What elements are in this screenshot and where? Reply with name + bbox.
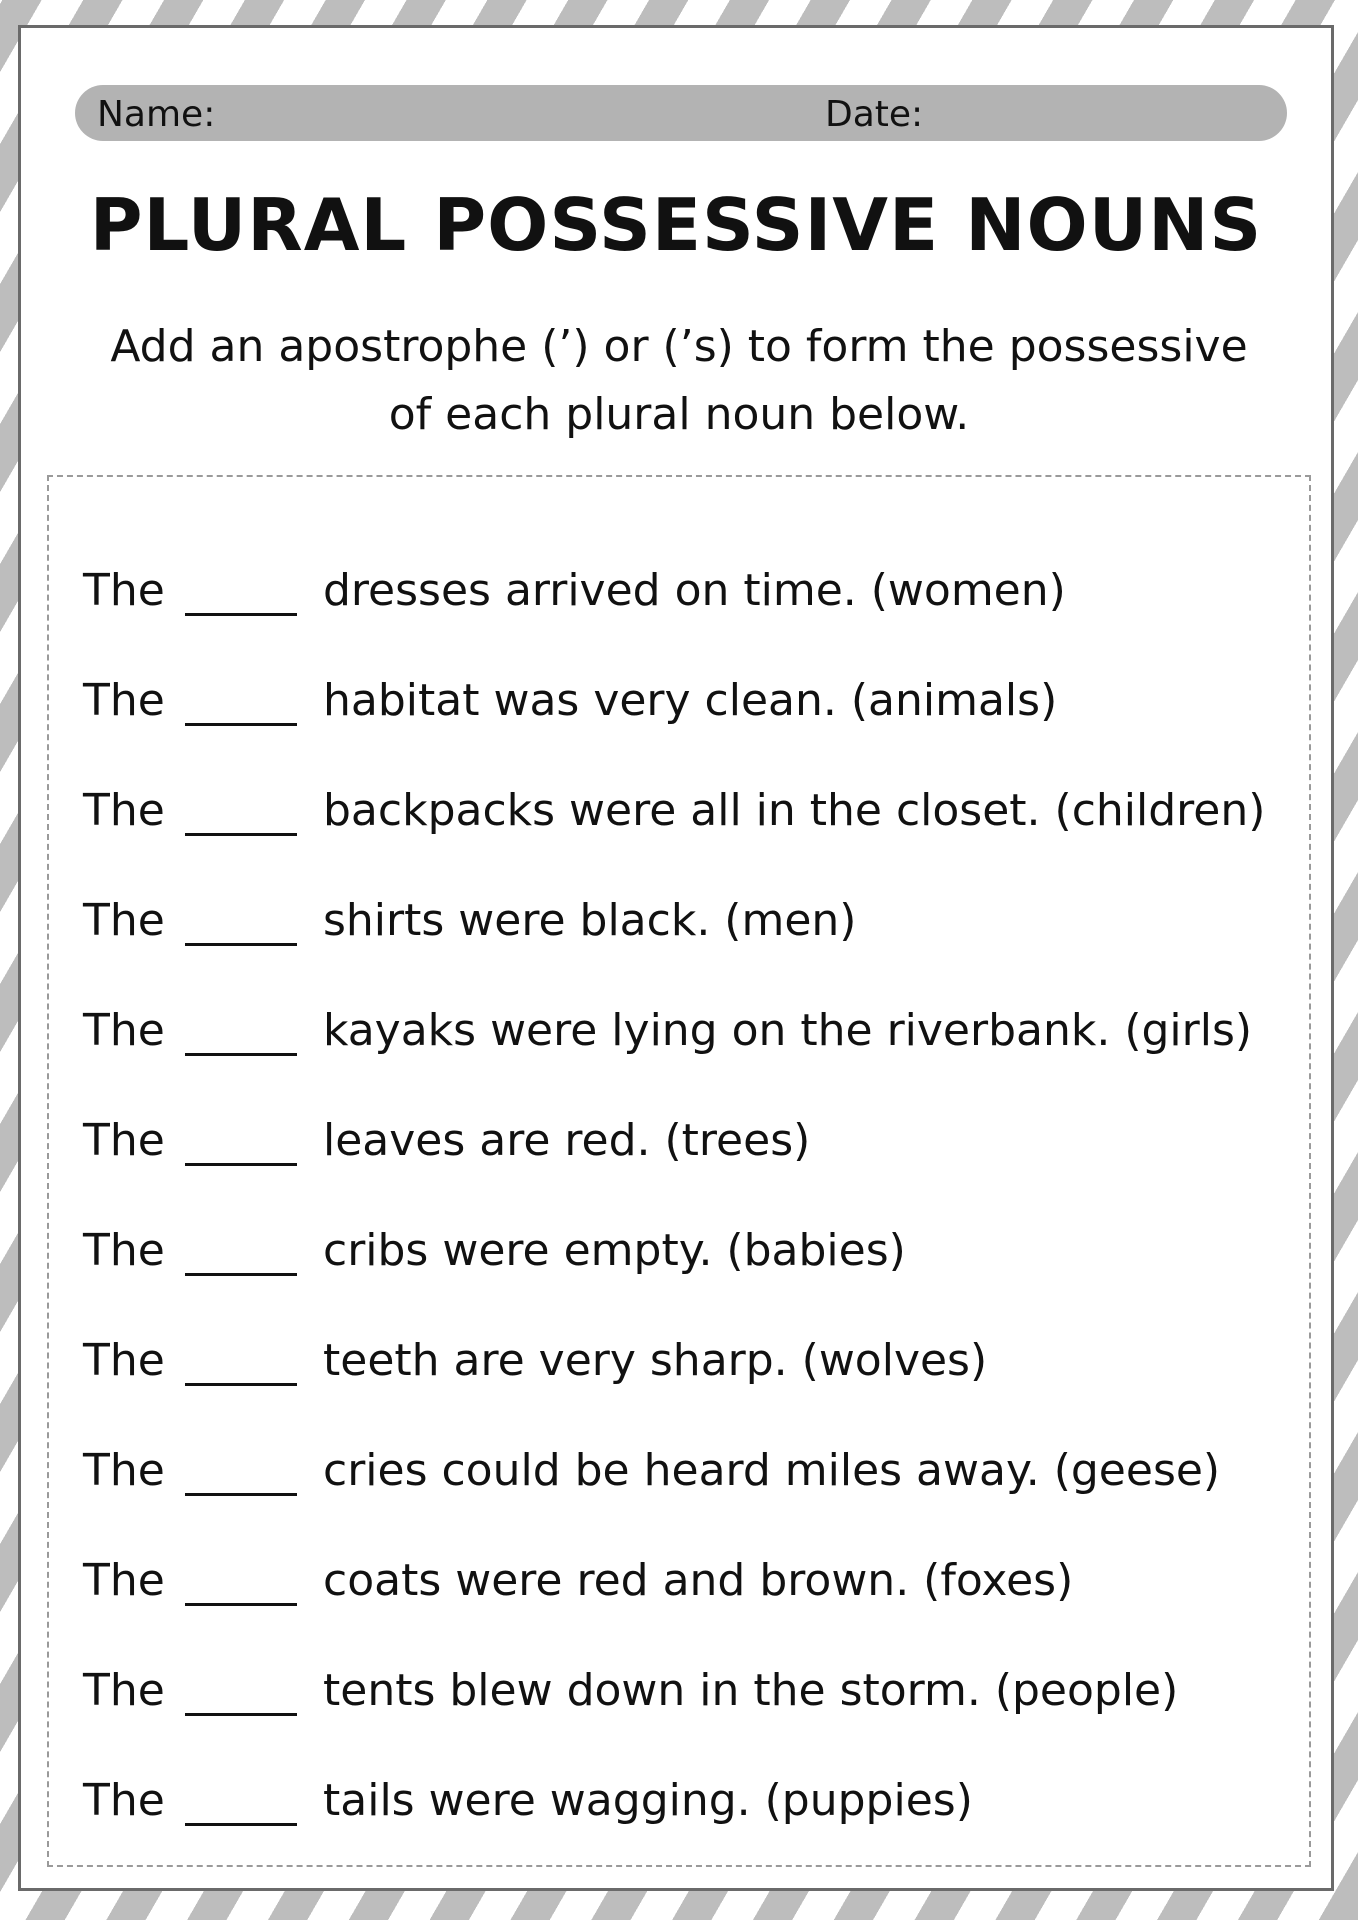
sentence-text: leaves are red. (trees) <box>323 1115 811 1166</box>
sentence-start: The <box>83 895 165 946</box>
sentence-item <box>83 1335 1303 1445</box>
sentence-item <box>83 785 1303 895</box>
sentence-start: The <box>83 1555 165 1606</box>
sentence-item <box>83 1555 1303 1665</box>
sentence-start: The <box>83 1005 165 1056</box>
sentence-text: tents blew down in the storm. (people) <box>323 1665 1179 1716</box>
sentence-list <box>83 565 1303 1885</box>
name-label: Name: <box>97 94 216 135</box>
sentence-start: The <box>83 1665 165 1716</box>
sentence-text: cries could be heard miles away. (geese) <box>323 1445 1221 1496</box>
answer-blank[interactable] <box>185 565 297 616</box>
instructions-line-2: of each plural noun below. <box>388 389 970 440</box>
exercise-box <box>47 475 1311 1867</box>
sentence-item <box>83 1665 1303 1775</box>
sentence-item <box>83 1445 1303 1555</box>
name-date-bar <box>75 85 1287 141</box>
sentence-item <box>83 1775 1303 1885</box>
sentence-start: The <box>83 675 165 726</box>
answer-blank[interactable] <box>185 1555 297 1606</box>
sentence-text: cribs were empty. (babies) <box>323 1225 906 1276</box>
sentence-text: coats were red and brown. (foxes) <box>323 1555 1074 1606</box>
sentence-start: The <box>83 1335 165 1386</box>
answer-blank[interactable] <box>185 1225 297 1276</box>
answer-blank[interactable] <box>185 675 297 726</box>
answer-blank[interactable] <box>185 895 297 946</box>
sentence-item <box>83 675 1303 785</box>
sentence-start: The <box>83 565 165 616</box>
sentence-text: shirts were black. (men) <box>323 895 857 946</box>
sentence-text: teeth are very sharp. (wolves) <box>323 1335 988 1386</box>
sentence-item <box>83 1115 1303 1225</box>
worksheet-title: PLURAL POSSESSIVE NOUNS <box>89 183 1263 267</box>
answer-blank[interactable] <box>185 1445 297 1496</box>
sentence-text: tails were wagging. (puppies) <box>323 1775 973 1826</box>
answer-blank[interactable] <box>185 1665 297 1716</box>
sentence-start: The <box>83 1445 165 1496</box>
sentence-start: The <box>83 1775 165 1826</box>
sentence-item <box>83 1225 1303 1335</box>
instructions-line-1: Add an apostrophe (’) or (’s) to form the possessive <box>110 321 1248 372</box>
sentence-text: backpacks were all in the closet. (children) <box>323 785 1266 836</box>
sentence-item <box>83 1005 1303 1115</box>
worksheet-page <box>18 25 1334 1891</box>
sentence-text: dresses arrived on time. (women) <box>323 565 1066 616</box>
sentence-item <box>83 565 1303 675</box>
answer-blank[interactable] <box>185 1115 297 1166</box>
sentence-text: habitat was very clean. (animals) <box>323 675 1058 726</box>
answer-blank[interactable] <box>185 785 297 836</box>
sentence-start: The <box>83 1115 165 1166</box>
answer-blank[interactable] <box>185 1005 297 1056</box>
sentence-start: The <box>83 1225 165 1276</box>
answer-blank[interactable] <box>185 1335 297 1386</box>
date-label: Date: <box>825 94 924 135</box>
instructions <box>101 313 1257 449</box>
sentence-item <box>83 895 1303 1005</box>
answer-blank[interactable] <box>185 1775 297 1826</box>
sentence-start: The <box>83 785 165 836</box>
sentence-text: kayaks were lying on the riverbank. (girls) <box>323 1005 1253 1056</box>
